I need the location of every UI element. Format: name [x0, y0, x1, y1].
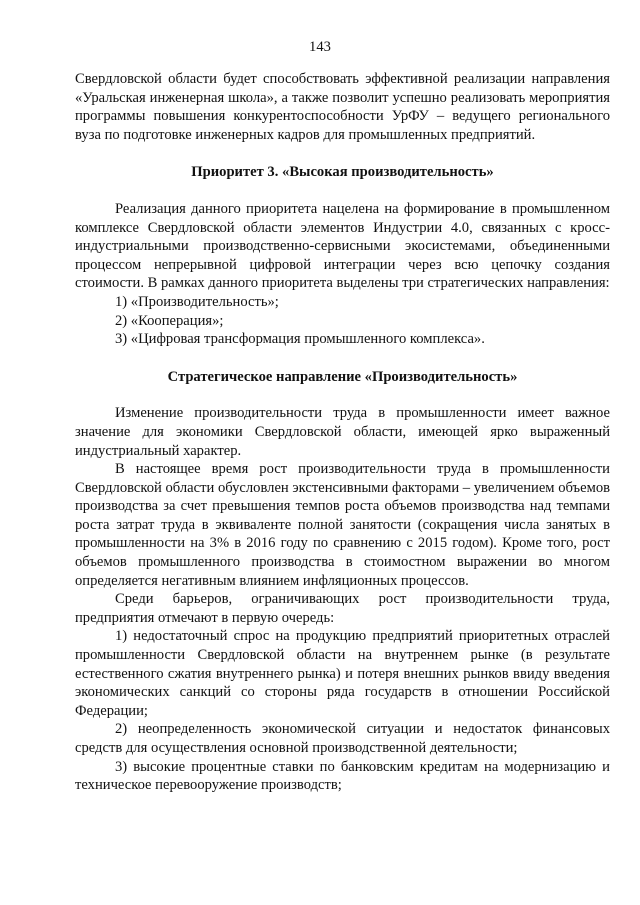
page-body [75, 70, 610, 795]
barrier-item: 1) недостаточный спрос на продукцию предприятий приоритетных отраслей промышленности Свердловской области на внутреннем рынке (в результате естественного сжатия внутреннего рынка) и потеря внешних рынков ввиду введения экономических санкций со стороны ряда государств в отношении Российской Федерации; [75, 628, 610, 719]
priority-3-heading: Приоритет 3. «Высокая производительность» [191, 164, 494, 181]
barrier-item: 2) неопределенность экономической ситуации и недостаток финансовых средств для осуществления основной производственной деятельности; [75, 721, 610, 756]
direction-list-item: 2) «Кооперация»; [115, 312, 224, 329]
productivity-paragraph-2: В настоящее время рост производительности труда в промышленности Свердловской области обусловлен экстенсивными факторами – увеличением объемов производства за счет превышения темпов роста объемов производства над темпами роста затрат труда в эквиваленте полной занятости (сокращения числа занятых в промышленности на 3% в 2016 году по сравнению с 2015 годом). Кроме того, рост объемов промышленного производства в стоимостном выражении во многом определяется негативным влиянием инфляционных процессов. [75, 461, 611, 589]
direction-list-item: 1) «Производительность»; [115, 293, 279, 310]
barrier-item: 3) высокие процентные ставки по банковским кредитам на модернизацию и техническое перевооружение производств; [75, 758, 610, 794]
page-number: 143 [309, 39, 331, 55]
direction-list-item: 3) «Цифровая трансформация промышленного комплекса». [115, 331, 485, 348]
barriers-intro-paragraph: Среди барьеров, ограничивающих рост производительности труда, предприятия отмечают в первую очередь: [75, 591, 610, 626]
productivity-heading: Стратегическое направление «Производительность» [167, 368, 518, 385]
priority-3-paragraph: Реализация данного приоритета нацелена на формирование в промышленном комплексе Свердловской области элементов Индустрии 4.0, связанных с кросс-индустриальными производственно-сервисными экосистемами, объединенными процессом непрерывной цифровой интеграции через всю цепочку создания стоимости. В рамках данного приоритета выделены три стратегических направления: [75, 200, 610, 292]
productivity-paragraph-1: Изменение производительности труда в промышленности имеет важное значение для экономики Свердловской области, имеющей ярко выраженный индустриальный характер. [75, 405, 610, 459]
intro-paragraph: Свердловской области будет способствовать эффективной реализации направления «Уральская инженерная школа», а также позволит успешно реализовать мероприятия программы повышения конкурентоспособности УрФУ – ведущего регионального вуза по подготовке инженерных кадров для промышленных предприятий. [75, 71, 610, 143]
